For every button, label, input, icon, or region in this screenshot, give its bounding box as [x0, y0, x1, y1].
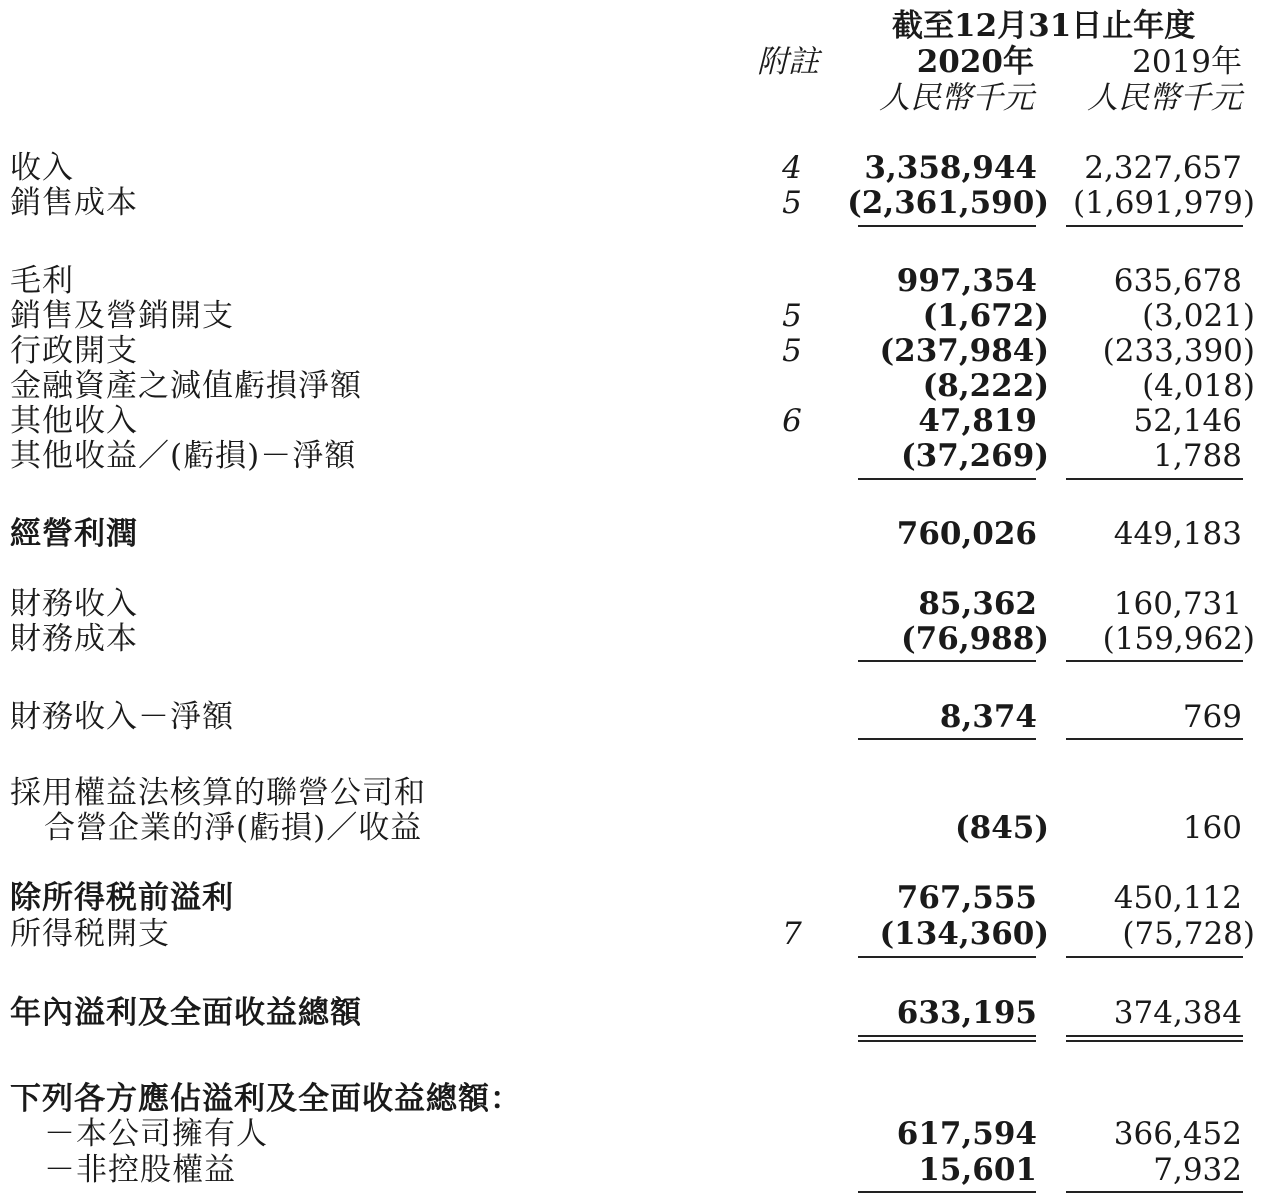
subtotal-rule-2019 — [1066, 478, 1243, 480]
row-label-owners: －本公司擁有人 — [44, 1116, 268, 1152]
value-2019-total-comprehensive: 374,384 — [1113, 995, 1242, 1031]
row-label-admin-expenses: 行政開支 — [10, 333, 138, 369]
row-label-income-tax: 所得税開支 — [10, 916, 170, 952]
value-2020-owners: 617,594 — [896, 1116, 1037, 1152]
value-2019-gross-profit: 635,678 — [1113, 263, 1242, 299]
row-note-admin-expenses: 5 — [782, 333, 802, 369]
row-label-cost-of-sales: 銷售成本 — [10, 185, 138, 221]
value-2019-owners: 366,452 — [1113, 1116, 1242, 1152]
row-label-selling-expenses: 銷售及營銷開支 — [10, 298, 234, 334]
subtotal-rule-2020 — [858, 956, 1036, 958]
unit-2019-heading: 人民幣千元 — [1087, 80, 1242, 116]
period-heading: 截至12月31日止年度 — [892, 8, 1196, 44]
value-2020-cost-of-sales: (2,361,590) — [847, 185, 1049, 221]
total-double-rule-2020 — [858, 1035, 1036, 1042]
value-2020-admin-expenses: (237,984) — [879, 333, 1049, 369]
row-label-finance-costs: 財務成本 — [10, 621, 138, 657]
value-2020-finance-costs: (76,988) — [901, 621, 1049, 657]
value-2020-income-tax: (134,360) — [879, 916, 1049, 952]
subtotal-rule-2020 — [858, 660, 1036, 662]
row-label-operating-profit: 經營利潤 — [10, 516, 138, 552]
subtotal-rule-2019 — [1066, 1191, 1243, 1193]
value-2019-impairment: (4,018) — [1142, 368, 1255, 404]
row-label-finance-net: 財務收入－淨額 — [10, 699, 234, 735]
value-2020-gross-profit: 997,354 — [896, 263, 1037, 299]
value-2019-revenue: 2,327,657 — [1084, 150, 1242, 186]
row-label-other-income: 其他收入 — [10, 403, 138, 439]
subtotal-rule-2020 — [858, 478, 1036, 480]
value-2019-other-gains: 1,788 — [1153, 438, 1242, 474]
unit-2020-heading: 人民幣千元 — [879, 80, 1034, 116]
subtotal-rule-2019 — [1066, 738, 1243, 740]
value-2020-profit-before-tax: 767,555 — [896, 880, 1037, 916]
subtotal-rule-2020 — [858, 1191, 1036, 1193]
subtotal-rule-2019 — [1066, 225, 1243, 227]
value-2019-selling-expenses: (3,021) — [1142, 298, 1255, 334]
row-label-nci: －非控股權益 — [44, 1152, 236, 1188]
value-2019-finance-net: 769 — [1182, 699, 1242, 735]
row-label-gross-profit: 毛利 — [10, 263, 74, 299]
row-label-impairment: 金融資產之減值虧損淨額 — [10, 368, 362, 404]
value-2019-finance-costs: (159,962) — [1102, 621, 1255, 657]
row-note-income-tax: 7 — [782, 916, 802, 952]
row-label-total-comprehensive: 年內溢利及全面收益總額 — [10, 995, 362, 1031]
row-label-finance-income: 財務收入 — [10, 586, 138, 622]
year-2019-heading: 2019年 — [1132, 44, 1242, 80]
row-label-revenue: 收入 — [10, 150, 74, 186]
value-2020-nci: 15,601 — [918, 1152, 1037, 1188]
row-label-other-gains: 其他收益／(虧損)－淨額 — [10, 438, 357, 474]
value-2019-cost-of-sales: (1,691,979) — [1073, 185, 1255, 221]
value-2020-total-comprehensive: 633,195 — [896, 995, 1037, 1031]
value-2020-other-income: 47,819 — [918, 403, 1037, 439]
value-2020-associates: (845) — [954, 810, 1049, 846]
value-2020-finance-net: 8,374 — [939, 699, 1037, 735]
value-2019-operating-profit: 449,183 — [1113, 516, 1242, 552]
row-label-associates-line1: 採用權益法核算的聯營公司和 — [10, 775, 426, 811]
value-2019-nci: 7,932 — [1153, 1152, 1242, 1188]
value-2020-selling-expenses: (1,672) — [922, 298, 1049, 334]
row-note-other-income: 6 — [782, 403, 802, 439]
value-2020-revenue: 3,358,944 — [864, 150, 1037, 186]
value-2019-finance-income: 160,731 — [1113, 586, 1242, 622]
subtotal-rule-2019 — [1066, 956, 1243, 958]
subtotal-rule-2020 — [858, 225, 1036, 227]
value-2020-impairment: (8,222) — [922, 368, 1049, 404]
year-2020-heading: 2020年 — [916, 44, 1034, 80]
row-note-cost-of-sales: 5 — [782, 185, 802, 221]
value-2020-operating-profit: 760,026 — [896, 516, 1037, 552]
row-label-associates-line2: 合營企業的淨(虧損)／收益 — [44, 810, 423, 846]
value-2019-associates: 160 — [1182, 810, 1242, 846]
total-double-rule-2019 — [1066, 1035, 1243, 1042]
subtotal-rule-2019 — [1066, 660, 1243, 662]
row-note-selling-expenses: 5 — [782, 298, 802, 334]
value-2019-income-tax: (75,728) — [1122, 916, 1255, 952]
value-2019-profit-before-tax: 450,112 — [1113, 880, 1242, 916]
value-2019-other-income: 52,146 — [1133, 403, 1242, 439]
subtotal-rule-2020 — [858, 738, 1036, 740]
note-column-heading: 附註 — [757, 44, 819, 80]
row-label-profit-before-tax: 除所得税前溢利 — [10, 880, 234, 916]
row-label-attributable-heading: 下列各方應佔溢利及全面收益總額： — [10, 1081, 522, 1117]
value-2020-other-gains: (37,269) — [901, 438, 1049, 474]
row-note-revenue: 4 — [782, 150, 802, 186]
value-2020-finance-income: 85,362 — [918, 586, 1037, 622]
value-2019-admin-expenses: (233,390) — [1102, 333, 1255, 369]
